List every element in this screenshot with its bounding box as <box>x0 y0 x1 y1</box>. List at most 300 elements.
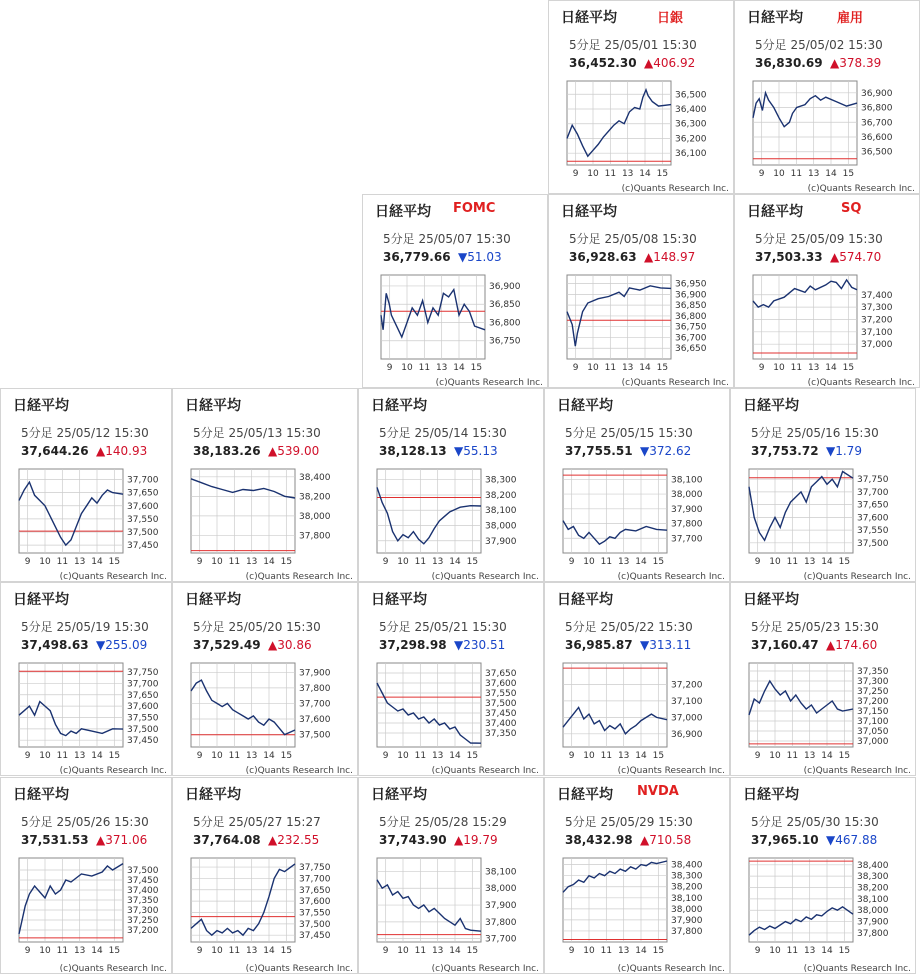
chart-panel <box>548 0 734 194</box>
y-tick-label: 37,100 <box>671 696 703 707</box>
x-tick-label: 15 <box>656 169 669 179</box>
chart-panel <box>172 777 358 974</box>
y-tick-label: 36,500 <box>861 147 893 158</box>
x-tick-label: 9 <box>568 946 575 956</box>
plot-frame <box>567 81 671 165</box>
x-tick-label: 13 <box>621 363 634 373</box>
x-tick-label: 15 <box>466 557 479 567</box>
chart-panel <box>358 777 544 974</box>
y-tick-label: 36,500 <box>675 90 707 101</box>
x-tick-label: 13 <box>431 557 444 567</box>
y-tick-label: 38,000 <box>299 511 331 522</box>
chart-panel <box>734 0 920 194</box>
timestamp: 5分足 25/05/13 15:30 <box>193 426 321 440</box>
y-tick-label: 37,450 <box>127 876 159 886</box>
x-tick-label: 10 <box>211 557 223 567</box>
copyright-label: (c)Quants Research Inc. <box>245 766 353 776</box>
close-value: 36,985.87 <box>565 638 633 652</box>
change-value: ▼372.62 <box>640 444 692 458</box>
y-tick-label: 37,500 <box>127 528 159 538</box>
y-tick-label: 37,650 <box>485 669 517 679</box>
price-chart <box>545 389 730 582</box>
x-tick-label: 10 <box>773 363 785 373</box>
close-value: 37,755.51 <box>565 444 633 458</box>
x-tick-label: 15 <box>280 946 293 956</box>
x-tick-label: 15 <box>470 363 483 373</box>
y-tick-label: 38,100 <box>485 867 517 878</box>
y-tick-label: 36,900 <box>675 290 707 301</box>
change-value: ▲30.86 <box>268 638 312 652</box>
x-tick-label: 9 <box>572 363 579 373</box>
close-value: 37,753.72 <box>751 444 819 458</box>
x-tick-label: 10 <box>587 363 599 373</box>
chart-panel <box>358 388 544 582</box>
plot-frame <box>563 858 667 942</box>
x-tick-label: 11 <box>790 169 803 179</box>
event-note: NVDA <box>637 784 679 799</box>
y-tick-label: 37,700 <box>299 874 331 885</box>
y-tick-label: 37,800 <box>299 683 331 694</box>
price-chart <box>545 583 730 776</box>
y-tick-label: 37,000 <box>671 713 703 724</box>
x-tick-label: 11 <box>414 751 427 761</box>
y-tick-label: 37,650 <box>127 690 159 701</box>
y-tick-label: 37,650 <box>127 488 159 499</box>
x-tick-label: 9 <box>754 751 761 761</box>
chart-title: 日経平均 <box>371 787 427 803</box>
price-chart <box>549 195 734 388</box>
y-tick-label: 37,400 <box>861 290 893 301</box>
change-value: ▼51.03 <box>458 250 502 264</box>
copyright-label: (c)Quants Research Inc. <box>621 378 729 388</box>
timestamp: 5分足 25/05/08 15:30 <box>569 232 697 246</box>
y-tick-label: 37,200 <box>127 926 159 936</box>
chart-title: 日経平均 <box>743 592 799 608</box>
x-tick-label: 9 <box>382 751 389 761</box>
chart-title: 日経平均 <box>747 10 803 26</box>
x-tick-label: 15 <box>280 751 293 761</box>
x-tick-label: 11 <box>56 557 69 567</box>
event-note: FOMC <box>453 201 496 216</box>
y-tick-label: 37,000 <box>861 340 893 351</box>
y-tick-label: 36,700 <box>675 333 707 344</box>
copyright-label: (c)Quants Research Inc. <box>59 572 167 582</box>
change-value: ▲19.79 <box>454 833 498 847</box>
copyright-label: (c)Quants Research Inc. <box>431 572 539 582</box>
x-tick-label: 11 <box>56 751 69 761</box>
change-value: ▲710.58 <box>640 833 692 847</box>
y-tick-label: 37,500 <box>127 724 159 735</box>
x-tick-label: 10 <box>211 946 223 956</box>
chart-title: 日経平均 <box>185 398 241 414</box>
x-tick-label: 14 <box>449 946 461 956</box>
y-tick-label: 38,000 <box>671 490 703 501</box>
chart-panel <box>362 194 548 388</box>
close-value: 37,531.53 <box>21 833 89 847</box>
y-tick-label: 38,200 <box>857 883 889 894</box>
close-value: 37,965.10 <box>751 833 819 847</box>
y-tick-label: 36,800 <box>675 311 707 322</box>
y-tick-label: 37,000 <box>857 737 889 747</box>
close-value: 37,529.49 <box>193 638 261 652</box>
y-tick-label: 36,900 <box>861 88 893 99</box>
y-tick-label: 37,550 <box>127 713 159 724</box>
plot-frame <box>191 469 295 553</box>
copyright-label: (c)Quants Research Inc. <box>807 378 915 388</box>
x-tick-label: 10 <box>211 751 223 761</box>
y-tick-label: 37,350 <box>857 667 889 677</box>
chart-panel <box>730 777 916 974</box>
y-tick-label: 37,800 <box>671 519 703 530</box>
timestamp: 5分足 25/05/15 15:30 <box>565 426 693 440</box>
chart-panel <box>544 388 730 582</box>
timestamp: 5分足 25/05/21 15:30 <box>379 620 507 634</box>
price-chart <box>731 583 916 776</box>
chart-title: 日経平均 <box>743 787 799 803</box>
x-tick-label: 10 <box>397 946 409 956</box>
y-tick-label: 37,500 <box>299 919 331 930</box>
chart-panel <box>358 582 544 776</box>
y-tick-label: 37,450 <box>127 736 159 747</box>
y-tick-label: 38,100 <box>857 894 889 905</box>
x-tick-label: 13 <box>803 751 816 761</box>
y-tick-label: 38,300 <box>671 871 703 882</box>
x-tick-label: 13 <box>803 557 816 567</box>
price-chart <box>735 1 920 194</box>
x-tick-label: 9 <box>758 169 765 179</box>
copyright-label: (c)Quants Research Inc. <box>245 572 353 582</box>
close-value: 38,128.13 <box>379 444 447 458</box>
y-tick-label: 37,550 <box>485 689 517 699</box>
copyright-label: (c)Quants Research Inc. <box>59 964 167 974</box>
y-tick-label: 37,550 <box>299 908 331 919</box>
y-tick-label: 38,000 <box>857 906 889 917</box>
y-tick-label: 37,800 <box>671 926 703 937</box>
change-value: ▲539.00 <box>268 444 320 458</box>
y-tick-label: 38,300 <box>857 872 889 883</box>
y-tick-label: 36,300 <box>675 119 707 130</box>
y-tick-label: 37,500 <box>857 538 889 549</box>
close-value: 37,764.08 <box>193 833 261 847</box>
x-tick-label: 14 <box>635 946 647 956</box>
price-chart <box>545 778 730 974</box>
x-tick-label: 13 <box>73 557 86 567</box>
y-tick-label: 37,450 <box>299 931 331 942</box>
x-tick-label: 11 <box>786 557 799 567</box>
chart-panel <box>730 388 916 582</box>
x-tick-label: 10 <box>401 363 413 373</box>
copyright-label: (c)Quants Research Inc. <box>807 184 915 194</box>
plot-frame <box>749 663 853 747</box>
chart-panel <box>734 194 920 388</box>
timestamp: 5分足 25/05/12 15:30 <box>21 426 149 440</box>
x-tick-label: 13 <box>617 557 630 567</box>
y-tick-label: 37,550 <box>857 526 889 537</box>
x-tick-label: 13 <box>617 751 630 761</box>
price-chart <box>173 389 358 582</box>
x-tick-label: 15 <box>108 751 121 761</box>
y-tick-label: 37,150 <box>857 707 889 717</box>
x-tick-label: 9 <box>754 946 761 956</box>
y-tick-label: 37,200 <box>671 680 703 691</box>
chart-title: 日経平均 <box>13 592 69 608</box>
x-tick-label: 11 <box>786 946 799 956</box>
price-chart <box>1 583 172 776</box>
y-tick-label: 38,000 <box>485 884 517 895</box>
y-tick-label: 37,800 <box>857 928 889 939</box>
price-chart <box>173 778 358 974</box>
timestamp: 5分足 25/05/22 15:30 <box>565 620 693 634</box>
x-tick-label: 9 <box>382 946 389 956</box>
x-tick-label: 14 <box>263 751 275 761</box>
y-tick-label: 36,600 <box>861 133 893 143</box>
change-value: ▲378.39 <box>830 56 882 70</box>
timestamp: 5分足 25/05/29 15:30 <box>565 815 693 829</box>
y-tick-label: 38,300 <box>485 475 517 486</box>
y-tick-label: 37,200 <box>857 697 889 707</box>
x-tick-label: 15 <box>466 946 479 956</box>
change-value: ▼230.51 <box>454 638 506 652</box>
chart-panel <box>172 388 358 582</box>
y-tick-label: 36,400 <box>675 105 707 115</box>
close-value: 36,779.66 <box>383 250 451 264</box>
change-value: ▲371.06 <box>96 833 148 847</box>
close-value: 37,743.90 <box>379 833 447 847</box>
x-tick-label: 10 <box>39 751 51 761</box>
y-tick-label: 37,700 <box>127 475 159 486</box>
price-chart <box>731 778 916 974</box>
y-tick-label: 37,300 <box>857 677 889 687</box>
chart-panel <box>0 777 172 974</box>
plot-frame <box>381 275 485 359</box>
x-tick-label: 15 <box>838 557 851 567</box>
change-value: ▼467.88 <box>826 833 878 847</box>
y-tick-label: 37,700 <box>127 679 159 690</box>
price-chart <box>359 389 544 582</box>
x-tick-label: 11 <box>604 169 617 179</box>
x-tick-label: 15 <box>280 557 293 567</box>
y-tick-label: 37,700 <box>299 699 331 710</box>
x-tick-label: 15 <box>652 751 665 761</box>
y-tick-label: 37,550 <box>127 514 159 525</box>
y-tick-label: 36,800 <box>489 318 521 329</box>
y-tick-label: 38,100 <box>485 506 517 517</box>
y-tick-label: 37,400 <box>485 719 517 729</box>
x-tick-label: 15 <box>656 363 669 373</box>
y-tick-label: 36,950 <box>675 279 707 290</box>
x-tick-label: 14 <box>453 363 465 373</box>
y-tick-label: 36,900 <box>489 281 521 292</box>
plot-frame <box>377 469 481 553</box>
x-tick-label: 9 <box>568 557 575 567</box>
y-tick-label: 38,400 <box>299 472 331 483</box>
x-tick-label: 11 <box>600 751 613 761</box>
x-tick-label: 14 <box>449 557 461 567</box>
x-tick-label: 9 <box>754 557 761 567</box>
y-tick-label: 37,300 <box>127 906 159 916</box>
x-tick-label: 10 <box>587 169 599 179</box>
x-tick-label: 14 <box>91 557 103 567</box>
plot-frame <box>19 663 123 747</box>
y-tick-label: 37,650 <box>857 500 889 511</box>
x-tick-label: 11 <box>418 363 431 373</box>
y-tick-label: 38,100 <box>671 475 703 486</box>
y-tick-label: 37,750 <box>857 475 889 486</box>
plot-frame <box>377 663 481 747</box>
y-tick-label: 37,300 <box>861 303 893 314</box>
x-tick-label: 9 <box>24 946 31 956</box>
x-tick-label: 9 <box>196 557 203 567</box>
x-tick-label: 9 <box>24 557 31 567</box>
x-tick-label: 13 <box>431 946 444 956</box>
y-tick-label: 37,900 <box>671 504 703 515</box>
x-tick-label: 13 <box>431 751 444 761</box>
copyright-label: (c)Quants Research Inc. <box>803 766 911 776</box>
x-tick-label: 10 <box>397 557 409 567</box>
chart-title: 日経平均 <box>557 592 613 608</box>
x-tick-label: 11 <box>228 946 241 956</box>
x-tick-label: 11 <box>56 946 69 956</box>
y-tick-label: 37,600 <box>127 702 159 713</box>
x-tick-label: 14 <box>91 946 103 956</box>
y-tick-label: 37,350 <box>485 729 517 739</box>
y-tick-label: 38,000 <box>671 904 703 915</box>
price-chart <box>731 389 916 582</box>
x-tick-label: 15 <box>108 557 121 567</box>
copyright-label: (c)Quants Research Inc. <box>803 572 911 582</box>
price-chart <box>173 583 358 776</box>
timestamp: 5分足 25/05/02 15:30 <box>755 38 883 52</box>
x-tick-label: 10 <box>583 557 595 567</box>
timestamp: 5分足 25/05/14 15:30 <box>379 426 507 440</box>
x-tick-label: 11 <box>228 751 241 761</box>
x-tick-label: 15 <box>466 751 479 761</box>
change-value: ▼313.11 <box>640 638 692 652</box>
y-tick-label: 37,450 <box>485 709 517 719</box>
x-tick-label: 14 <box>825 363 837 373</box>
x-tick-label: 10 <box>769 751 781 761</box>
x-tick-label: 9 <box>382 557 389 567</box>
timestamp: 5分足 25/05/30 15:30 <box>751 815 879 829</box>
x-tick-label: 13 <box>807 363 820 373</box>
copyright-label: (c)Quants Research Inc. <box>621 184 729 194</box>
y-tick-label: 36,750 <box>489 336 521 347</box>
y-tick-label: 38,000 <box>485 521 517 532</box>
chart-title: 日経平均 <box>185 592 241 608</box>
price-chart <box>359 778 544 974</box>
x-tick-label: 9 <box>386 363 393 373</box>
chart-title: 日経平均 <box>375 204 431 220</box>
chart-title: 日経平均 <box>13 398 69 414</box>
x-tick-label: 14 <box>639 169 651 179</box>
y-tick-label: 37,700 <box>671 534 703 545</box>
y-tick-label: 37,100 <box>857 717 889 727</box>
plot-frame <box>563 469 667 553</box>
close-value: 37,298.98 <box>379 638 447 652</box>
price-chart <box>1 389 172 582</box>
y-tick-label: 37,250 <box>857 687 889 697</box>
copyright-label: (c)Quants Research Inc. <box>245 964 353 974</box>
timestamp: 5分足 25/05/19 15:30 <box>21 620 149 634</box>
x-tick-label: 11 <box>414 946 427 956</box>
y-tick-label: 36,700 <box>861 118 893 129</box>
chart-title: 日経平均 <box>561 10 617 26</box>
timestamp: 5分足 25/05/23 15:30 <box>751 620 879 634</box>
x-tick-label: 13 <box>617 946 630 956</box>
timestamp: 5分足 25/05/09 15:30 <box>755 232 883 246</box>
x-tick-label: 11 <box>786 751 799 761</box>
x-tick-label: 10 <box>769 557 781 567</box>
copyright-label: (c)Quants Research Inc. <box>617 572 725 582</box>
plot-frame <box>567 275 671 359</box>
x-tick-label: 9 <box>24 751 31 761</box>
price-chart <box>359 583 544 776</box>
copyright-label: (c)Quants Research Inc. <box>617 766 725 776</box>
x-tick-label: 14 <box>635 751 647 761</box>
chart-title: 日経平均 <box>557 787 613 803</box>
change-value: ▲140.93 <box>96 444 148 458</box>
x-tick-label: 9 <box>196 946 203 956</box>
x-tick-label: 10 <box>39 946 51 956</box>
y-tick-label: 37,900 <box>485 536 517 547</box>
y-tick-label: 37,500 <box>127 866 159 876</box>
x-tick-label: 9 <box>572 169 579 179</box>
y-tick-label: 36,800 <box>861 103 893 114</box>
y-tick-label: 38,200 <box>485 490 517 501</box>
x-tick-label: 9 <box>196 751 203 761</box>
x-tick-label: 14 <box>825 169 837 179</box>
x-tick-label: 13 <box>621 169 634 179</box>
close-value: 37,503.33 <box>755 250 823 264</box>
chart-panel <box>172 582 358 776</box>
y-tick-label: 37,050 <box>857 727 889 737</box>
y-tick-label: 37,450 <box>127 541 159 552</box>
chart-panel <box>0 388 172 582</box>
y-tick-label: 38,200 <box>299 492 331 503</box>
y-tick-label: 36,850 <box>489 300 521 311</box>
x-tick-label: 13 <box>245 557 258 567</box>
y-tick-label: 38,100 <box>671 893 703 904</box>
change-value: ▲232.55 <box>268 833 320 847</box>
x-tick-label: 13 <box>803 946 816 956</box>
y-tick-label: 36,850 <box>675 301 707 312</box>
timestamp: 5分足 25/05/16 15:30 <box>751 426 879 440</box>
y-tick-label: 37,350 <box>127 896 159 906</box>
x-tick-label: 14 <box>449 751 461 761</box>
change-value: ▼255.09 <box>96 638 148 652</box>
x-tick-label: 14 <box>635 557 647 567</box>
y-tick-label: 37,650 <box>299 885 331 896</box>
x-tick-label: 14 <box>639 363 651 373</box>
copyright-label: (c)Quants Research Inc. <box>431 766 539 776</box>
x-tick-label: 14 <box>263 557 275 567</box>
x-tick-label: 15 <box>652 946 665 956</box>
y-tick-label: 37,600 <box>299 897 331 908</box>
x-tick-label: 10 <box>39 557 51 567</box>
close-value: 37,498.63 <box>21 638 89 652</box>
x-tick-label: 13 <box>245 751 258 761</box>
timestamp: 5分足 25/05/27 15:27 <box>193 815 321 829</box>
y-tick-label: 37,900 <box>485 901 517 912</box>
x-tick-label: 14 <box>91 751 103 761</box>
chart-title: 日経平均 <box>557 398 613 414</box>
y-tick-label: 38,200 <box>671 882 703 893</box>
close-value: 37,160.47 <box>751 638 819 652</box>
y-tick-label: 36,100 <box>675 149 707 160</box>
change-value: ▼55.13 <box>454 444 498 458</box>
y-tick-label: 37,500 <box>299 730 331 741</box>
timestamp: 5分足 25/05/28 15:29 <box>379 815 507 829</box>
